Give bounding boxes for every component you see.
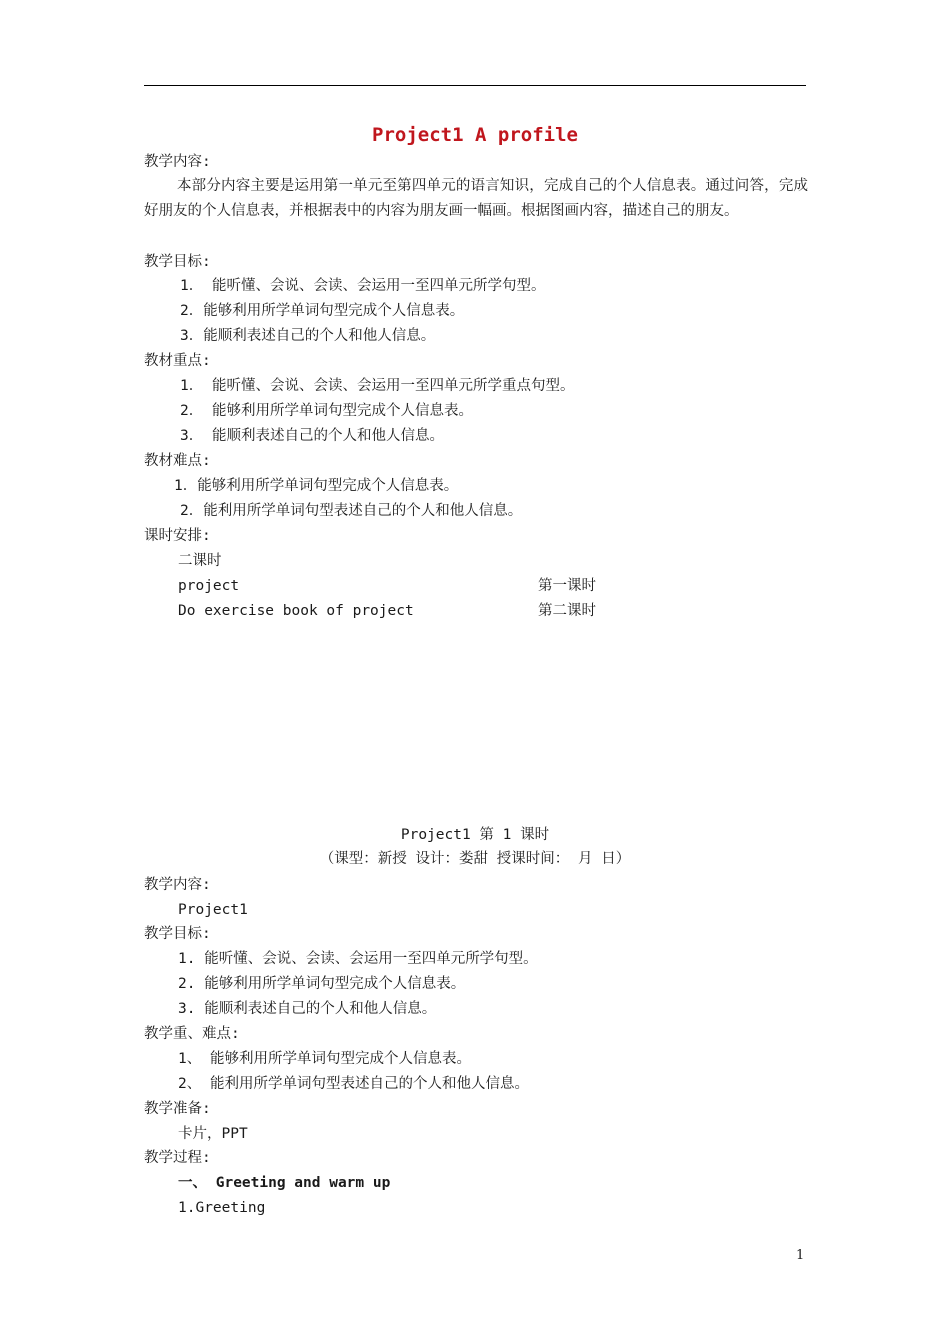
lesson-goal-item: 3. 能顺利表述自己的个人和他人信息。 — [178, 1001, 437, 1017]
key-point-item: 1． 能听懂、会说、会读、会运用一至四单元所学重点句型。 — [180, 378, 575, 394]
schedule-total: 二课时 — [178, 553, 222, 569]
lesson-key-heading: 教学重、难点: — [144, 1026, 240, 1042]
schedule-item: Do exercise book of project — [178, 603, 414, 619]
process-substep: 1.Greeting — [178, 1200, 266, 1216]
content-heading: 教学内容: — [144, 154, 211, 170]
key-point-item: 2． 能够利用所学单词句型完成个人信息表。 — [180, 403, 473, 419]
difficult-point-item: 1．能够利用所学单词句型完成个人信息表。 — [174, 478, 459, 494]
header-rule — [144, 85, 806, 86]
goal-item: 2．能够利用所学单词句型完成个人信息表。 — [180, 303, 465, 319]
lesson-prep-text: 卡片，PPT — [178, 1126, 248, 1142]
lesson-process-heading: 教学过程: — [144, 1150, 211, 1166]
schedule-period: 第二课时 — [538, 603, 596, 619]
goal-item: 3．能顺利表述自己的个人和他人信息。 — [180, 328, 436, 344]
lesson-goal-item: 1. 能听懂、会说、会读、会运用一至四单元所学句型。 — [178, 951, 538, 967]
lesson-title: Project1 第 1 课时 — [400, 827, 550, 843]
lesson-goal-item: 2. 能够利用所学单词句型完成个人信息表。 — [178, 976, 466, 992]
schedule-item: project — [178, 578, 240, 594]
page-number: 1 — [796, 1248, 805, 1263]
schedule-heading: 课时安排: — [144, 528, 211, 544]
difficult-point-item: 2．能利用所学单词句型表述自己的个人和他人信息。 — [180, 503, 523, 519]
lesson-key-item: 2、 能利用所学单词句型表述自己的个人和他人信息。 — [178, 1076, 529, 1092]
lesson-content-heading: 教学内容: — [144, 877, 211, 893]
key-point-item: 3． 能顺利表述自己的个人和他人信息。 — [180, 428, 444, 444]
process-step: 一、 Greeting and warm up — [178, 1175, 391, 1191]
difficult-points-heading: 教材难点: — [144, 453, 211, 469]
content-paragraph: 本部分内容主要是运用第一单元至第四单元的语言知识，完成自己的个人信息表。通过问答，完成好朋友的个人信息表，并根据表中的内容为朋友画一幅画。根据图画内容，描述自己的朋友。 — [144, 178, 808, 219]
goal-item: 1． 能听懂、会说、会读、会运用一至四单元所学句型。 — [180, 278, 546, 294]
lesson-prep-heading: 教学准备: — [144, 1101, 211, 1117]
key-points-heading: 教材重点: — [144, 353, 211, 369]
lesson-key-item: 1、 能够利用所学单词句型完成个人信息表。 — [178, 1051, 471, 1067]
goals-heading: 教学目标: — [144, 254, 211, 270]
lesson-content-text: Project1 — [178, 902, 248, 918]
lesson-goals-heading: 教学目标: — [144, 926, 211, 942]
lesson-subtitle: （课型：新授 设计：娄甜 授课时间： 月 日） — [319, 851, 631, 867]
document-title: Project1 A profile — [372, 124, 578, 146]
schedule-period: 第一课时 — [538, 578, 596, 594]
